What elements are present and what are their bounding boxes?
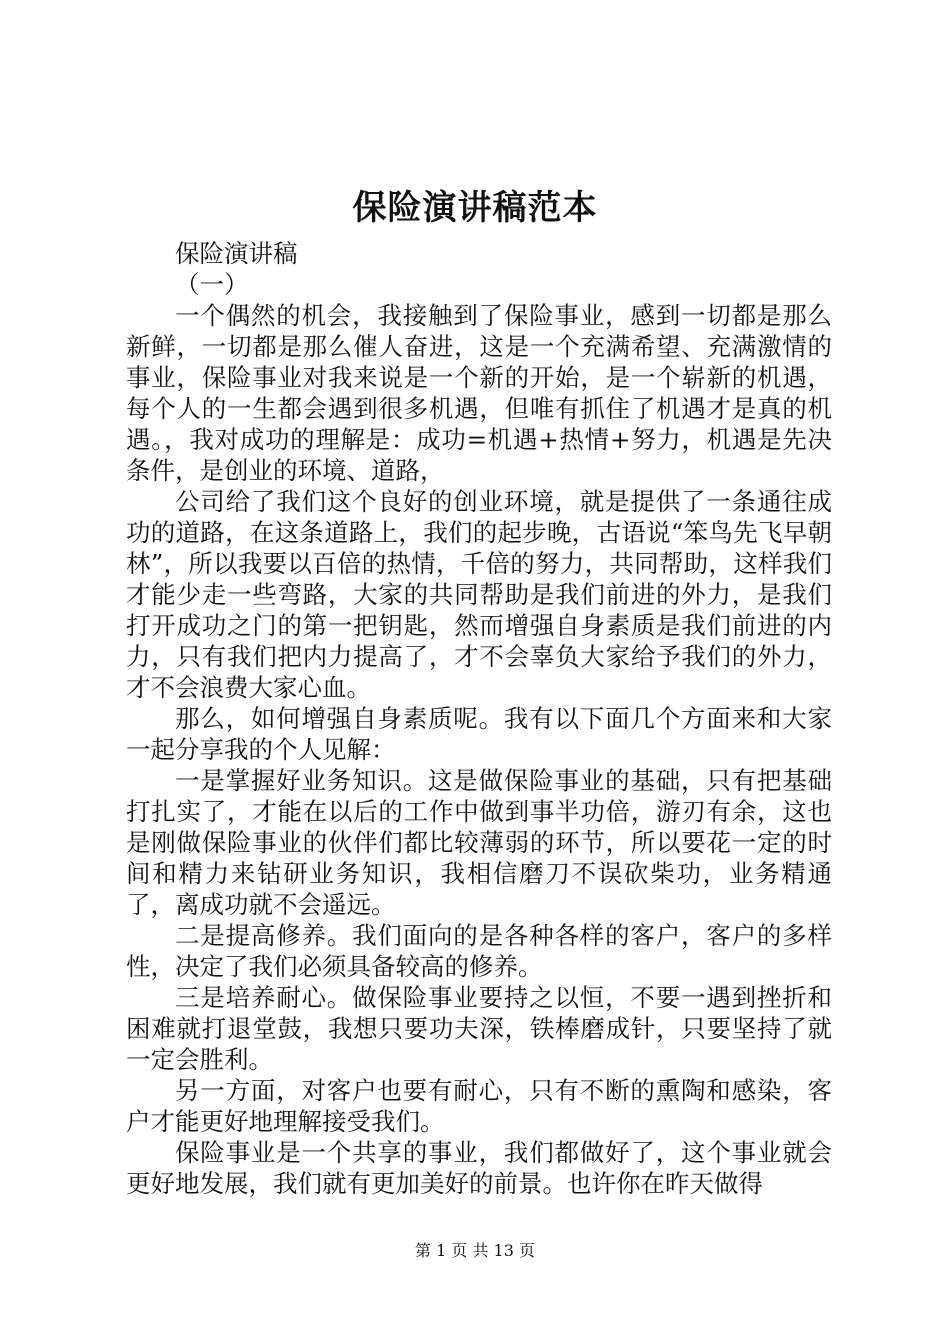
- paragraph: 那么，如何增强自身素质呢。我有以下面几个方面来和大家一起分享我的个人见解：: [126, 704, 832, 764]
- paragraph: 一个偶然的机会，我接触到了保险事业，感到一切都是那么新鲜，一切都是那么催人奋进，这是一个充满希望、充满激情的事业，保险事业对我来说是一个新的开始，是一个崭新的机遇，每个人的一生都会遇到很多机遇，但唯有抓住了机遇才是真的机遇。，我对成功的理解是：成功=机遇+热情+努力，机遇是先决条件，是创业的环境、道路，: [126, 301, 832, 485]
- document-subtitle: 保险演讲稿: [175, 239, 298, 268]
- paragraph: 二是提高修养。我们面向的是各种各样的客户，客户的多样性，决定了我们必须具备较高的修养。: [126, 921, 832, 981]
- paragraph: 另一方面，对客户也要有耐心，只有不断的熏陶和感染，客户才能更好地理解接受我们。: [126, 1076, 832, 1136]
- paragraph: 保险事业是一个共享的事业，我们都做好了，这个事业就会更好地发展，我们就有更加美好的前景。也许你在昨天做得: [126, 1138, 832, 1198]
- page-footer: 第 1 页 共 13 页: [415, 1241, 535, 1260]
- document-title: 保险演讲稿范本: [352, 188, 598, 228]
- document-body: [126, 238, 832, 1199]
- paragraph: 公司给了我们这个良好的创业环境，就是提供了一条通往成功的道路，在这条道路上，我们的起步晚，古语说“笨鸟先飞早朝林”，所以我要以百倍的热情，千倍的努力，共同帮助，这样我们才能少走一些弯路，大家的共同帮助是我们前进的外力，是我们打开成功之门的第一把钥匙，然而增强自身素质是我们前进的内力，只有我们把内力提高了，才不会辜负大家给予我们的外力，才不会浪费大家心血。: [126, 487, 832, 702]
- paragraph: 一是掌握好业务知识。这是做保险事业的基础，只有把基础打扎实了，才能在以后的工作中做到事半功倍，游刃有余，这也是刚做保险事业的伙伴们都比较薄弱的环节，所以要花一定的时间和精力来钻研业务知识，我相信磨刀不误砍柴功，业务精通了，离成功就不会遥远。: [126, 766, 832, 919]
- paragraph: 三是培养耐心。做保险事业要持之以恒，不要一遇到挫折和困难就打退堂鼓，我想只要功夫深，铁棒磨成针，只要坚持了就一定会胜利。: [126, 983, 832, 1074]
- section-marker: （一）: [175, 270, 249, 299]
